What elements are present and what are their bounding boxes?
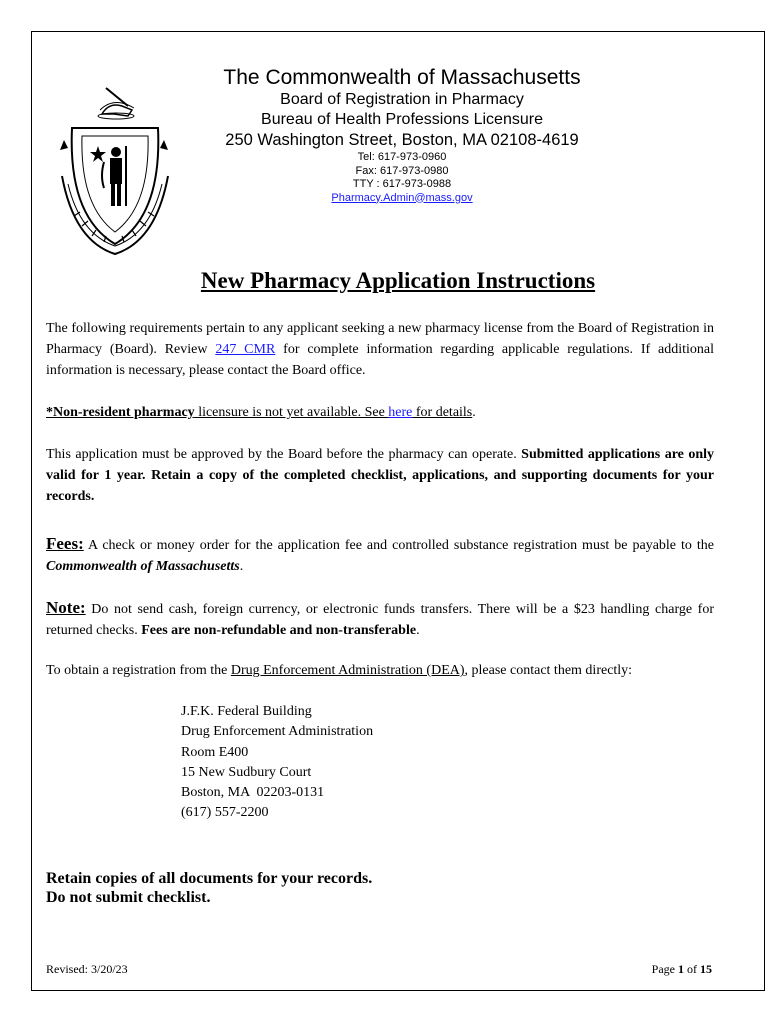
- address-line: (617) 557-2200: [181, 805, 269, 821]
- note-bold: Fees are non-refundable and non-transferable: [141, 623, 417, 638]
- note-paragraph: [46, 597, 714, 641]
- approval-text: This application must be approved by the Board before the pharmacy can operate.: [46, 447, 522, 462]
- massachusetts-seal-icon: [54, 66, 174, 266]
- address-line: Room E400: [181, 744, 249, 760]
- intro-text-start: The following requirements pertain to any applicant seeking a new pharmacy license from the Board of Registration in Pharmacy (Board). Review: [46, 321, 714, 357]
- address-line: 15 New Sudbury Court: [181, 764, 312, 780]
- nonresident-after: for details: [412, 405, 473, 420]
- approval-paragraph: [46, 444, 714, 507]
- bureau-name: Bureau of Health Professions Licensure: [261, 111, 543, 128]
- note-label: Note:: [46, 598, 86, 617]
- fees-text: A check or money order for the application fee and controlled substance registration must be payable to the: [83, 538, 714, 553]
- org-name: The Commonwealth of Massachusetts: [223, 66, 581, 89]
- nonresident-text: licensure is not yet available. See: [194, 405, 389, 420]
- note-end: .: [416, 623, 420, 638]
- address-line: Boston, MA 02203-0131: [181, 785, 325, 801]
- dea-text-end: , please contact them directly:: [464, 663, 633, 678]
- intro-text-end: for complete information regarding applicable regulations. If additional information is necessary, please contact the Board office.: [46, 342, 714, 378]
- page-number: [652, 962, 712, 977]
- revised-date: Revised: 3/20/23: [46, 962, 128, 976]
- tty-number: TTY : 617-973-0988: [352, 178, 452, 190]
- of-word: of: [684, 962, 700, 976]
- dea-address-block: [181, 702, 373, 824]
- dea-link[interactable]: Drug Enforcement Administration (DEA): [230, 663, 465, 678]
- fax-number: Fax: 617-973-0980: [355, 164, 449, 177]
- approval-bold: Submitted applications are only valid for 1 year. Retain a copy of the completed checklist, applications, and supporting documents for your records.: [46, 447, 715, 504]
- page-word: Page: [651, 962, 678, 976]
- document-page: [31, 31, 765, 991]
- letterhead: [182, 66, 622, 205]
- page-title: New Pharmacy Application Instructions: [200, 268, 596, 293]
- retain-line-2: Do not submit checklist.: [46, 889, 211, 906]
- email-link[interactable]: Pharmacy.Admin@mass.gov: [331, 191, 473, 204]
- board-name: Board of Registration in Pharmacy: [280, 91, 524, 108]
- here-link[interactable]: here: [388, 405, 413, 420]
- nonresident-end: .: [472, 405, 476, 420]
- nonresident-paragraph: [46, 402, 714, 423]
- dea-paragraph: [46, 660, 714, 681]
- current-page: 1: [678, 962, 684, 976]
- retain-line-1: Retain copies of all documents for your records.: [46, 870, 373, 887]
- payee-name: Commonwealth of Massachusetts: [46, 559, 240, 574]
- address-line: Drug Enforcement Administration: [181, 724, 374, 740]
- retain-notice: [46, 869, 372, 907]
- total-pages: 15: [700, 962, 712, 976]
- nonresident-label: *Non-resident pharmacy: [46, 405, 195, 420]
- note-text: Do not send cash, foreign currency, or electronic funds transfers. There will be a $23 handling charge for returned checks.: [46, 602, 714, 638]
- tel-number: Tel: 617-973-0960: [357, 151, 447, 163]
- dea-text-start: To obtain a registration from the: [46, 663, 231, 678]
- cmr-link[interactable]: 247 CMR: [215, 342, 276, 357]
- office-address: 250 Washington Street, Boston, MA 02108-4619: [225, 131, 579, 149]
- address-line: J.F.K. Federal Building: [181, 704, 312, 719]
- fees-end: .: [239, 559, 244, 574]
- fees-paragraph: [46, 533, 714, 577]
- fees-label: Fees:: [46, 534, 84, 553]
- intro-paragraph: [46, 318, 714, 381]
